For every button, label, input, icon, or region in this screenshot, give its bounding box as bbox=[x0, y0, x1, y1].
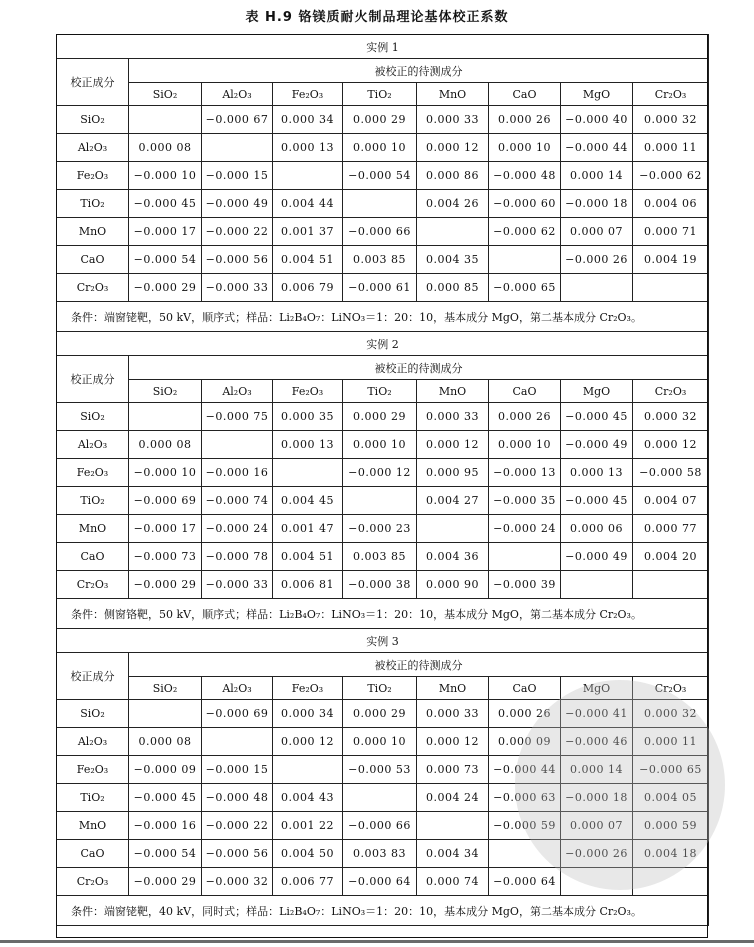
coefficient-cell: 0.000 95 bbox=[417, 459, 489, 487]
coefficient-cell: 0.004 50 bbox=[273, 840, 343, 868]
coefficient-cell: 0.000 14 bbox=[561, 162, 633, 190]
column-header: TiO₂ bbox=[343, 380, 417, 403]
coefficient-cell: 0.000 26 bbox=[489, 700, 561, 728]
coefficient-cell: 0.000 10 bbox=[343, 728, 417, 756]
coefficient-cell: −0.000 46 bbox=[561, 728, 633, 756]
row-label: CaO bbox=[57, 246, 129, 274]
row-header-label: 校正成分 bbox=[57, 356, 129, 403]
coefficient-cell: −0.000 32 bbox=[202, 868, 273, 896]
coefficient-cell: 0.000 08 bbox=[129, 134, 202, 162]
row-label: TiO₂ bbox=[57, 487, 129, 515]
table-frame bbox=[56, 34, 708, 938]
row-label: TiO₂ bbox=[57, 190, 129, 218]
example-label: 实例 1 bbox=[57, 35, 709, 59]
corrected-group-label: 被校正的待测成分 bbox=[129, 59, 709, 83]
coefficient-cell: 0.000 08 bbox=[129, 431, 202, 459]
coefficient-cell: 0.000 14 bbox=[561, 756, 633, 784]
column-header: MnO bbox=[417, 380, 489, 403]
column-header: TiO₂ bbox=[343, 83, 417, 106]
row-label: Fe₂O₃ bbox=[57, 162, 129, 190]
coefficient-cell: −0.000 09 bbox=[129, 756, 202, 784]
coefficient-cell: −0.000 18 bbox=[561, 190, 633, 218]
coefficient-cell: −0.000 29 bbox=[129, 571, 202, 599]
coefficient-cell: 0.000 86 bbox=[417, 162, 489, 190]
coefficient-cell: 0.000 12 bbox=[417, 134, 489, 162]
coefficient-cell: 0.000 07 bbox=[561, 218, 633, 246]
coefficient-cell: −0.000 67 bbox=[202, 106, 273, 134]
coefficient-cell: 0.000 07 bbox=[561, 812, 633, 840]
coefficient-cell: 0.000 71 bbox=[633, 218, 709, 246]
row-label: MnO bbox=[57, 515, 129, 543]
coefficient-cell: 0.003 83 bbox=[343, 840, 417, 868]
coefficient-cell: −0.000 29 bbox=[129, 868, 202, 896]
coefficient-cell: −0.000 73 bbox=[129, 543, 202, 571]
coefficient-cell: 0.000 33 bbox=[417, 106, 489, 134]
column-header: MgO bbox=[561, 83, 633, 106]
column-header: MnO bbox=[417, 677, 489, 700]
coefficient-cell: −0.000 13 bbox=[489, 459, 561, 487]
coefficient-cell: −0.000 53 bbox=[343, 756, 417, 784]
coefficient-cell: −0.000 62 bbox=[489, 218, 561, 246]
corrected-group-label: 被校正的待测成分 bbox=[129, 653, 709, 677]
coefficient-cell: −0.000 17 bbox=[129, 218, 202, 246]
coefficient-cell: 0.000 12 bbox=[417, 431, 489, 459]
row-header-label: 校正成分 bbox=[57, 59, 129, 106]
coefficient-cell: −0.000 49 bbox=[561, 543, 633, 571]
coefficient-cell: −0.000 60 bbox=[489, 190, 561, 218]
coefficient-cell: 0.000 09 bbox=[489, 728, 561, 756]
coefficient-cell: −0.000 23 bbox=[343, 515, 417, 543]
coefficient-cell: 0.000 12 bbox=[417, 728, 489, 756]
coefficient-cell: −0.000 12 bbox=[343, 459, 417, 487]
coefficient-cell: −0.000 54 bbox=[129, 840, 202, 868]
row-label: SiO₂ bbox=[57, 700, 129, 728]
coefficient-cell: 0.004 51 bbox=[273, 246, 343, 274]
coefficient-cell: 0.000 34 bbox=[273, 106, 343, 134]
coefficient-cell: 0.004 34 bbox=[417, 840, 489, 868]
row-label: TiO₂ bbox=[57, 784, 129, 812]
coefficient-cell: 0.004 19 bbox=[633, 246, 709, 274]
column-header: CaO bbox=[489, 380, 561, 403]
coefficient-cell: 0.006 81 bbox=[273, 571, 343, 599]
coefficient-cell: 0.006 79 bbox=[273, 274, 343, 302]
table-title: 表 H.9 铬镁质耐火制品理论基体校正系数 bbox=[245, 10, 509, 25]
coefficient-cell: 0.004 43 bbox=[273, 784, 343, 812]
coefficient-cell: −0.000 16 bbox=[202, 459, 273, 487]
coefficient-cell: −0.000 15 bbox=[202, 162, 273, 190]
coefficient-cell: −0.000 64 bbox=[343, 868, 417, 896]
coefficient-cell: −0.000 65 bbox=[633, 756, 709, 784]
coefficient-cell: 0.006 77 bbox=[273, 868, 343, 896]
coefficient-cell: −0.000 33 bbox=[202, 571, 273, 599]
coefficient-cell: 0.000 85 bbox=[417, 274, 489, 302]
coefficient-cell: 0.000 13 bbox=[273, 134, 343, 162]
coefficient-cell: 0.000 12 bbox=[633, 431, 709, 459]
coefficient-cell: 0.000 34 bbox=[273, 700, 343, 728]
coefficient-cell: 0.001 47 bbox=[273, 515, 343, 543]
coefficient-cell: −0.000 24 bbox=[202, 515, 273, 543]
coefficient-cell: −0.000 78 bbox=[202, 543, 273, 571]
coefficient-cell: 0.000 10 bbox=[343, 134, 417, 162]
coefficient-cell: −0.000 64 bbox=[489, 868, 561, 896]
coefficient-cell: −0.000 35 bbox=[489, 487, 561, 515]
coefficient-cell: 0.000 11 bbox=[633, 728, 709, 756]
coefficient-cell: 0.000 73 bbox=[417, 756, 489, 784]
coefficient-cell: 0.004 05 bbox=[633, 784, 709, 812]
coefficient-cell: −0.000 18 bbox=[561, 784, 633, 812]
coefficient-cell: −0.000 45 bbox=[129, 784, 202, 812]
coefficient-cell: −0.000 49 bbox=[561, 431, 633, 459]
coefficient-cell: −0.000 54 bbox=[129, 246, 202, 274]
coefficient-cell: −0.000 66 bbox=[343, 812, 417, 840]
coefficient-cell: 0.000 29 bbox=[343, 403, 417, 431]
coefficient-cell: −0.000 24 bbox=[489, 515, 561, 543]
coefficient-cell: −0.000 22 bbox=[202, 812, 273, 840]
coefficient-cell: −0.000 45 bbox=[129, 190, 202, 218]
coefficient-cell: 0.000 90 bbox=[417, 571, 489, 599]
coefficient-cell: −0.000 66 bbox=[343, 218, 417, 246]
row-label: CaO bbox=[57, 543, 129, 571]
column-header: MnO bbox=[417, 83, 489, 106]
coefficient-cell: −0.000 44 bbox=[489, 756, 561, 784]
coefficient-cell: −0.000 33 bbox=[202, 274, 273, 302]
coefficient-cell: −0.000 75 bbox=[202, 403, 273, 431]
coefficient-cell: 0.004 06 bbox=[633, 190, 709, 218]
coefficient-cell: 0.004 18 bbox=[633, 840, 709, 868]
row-label: Cr₂O₃ bbox=[57, 571, 129, 599]
coefficient-cell: −0.000 10 bbox=[129, 459, 202, 487]
coefficient-cell: 0.000 74 bbox=[417, 868, 489, 896]
coefficient-cell: −0.000 16 bbox=[129, 812, 202, 840]
coefficient-cell: −0.000 38 bbox=[343, 571, 417, 599]
condition-text: 条件：侧窗铬靶，50 kV，顺序式；样品：Li₂B₄O₇：LiNO₃＝1：20：10，基本成分 MgO，第二基本成分 Cr₂O₃。 bbox=[57, 599, 709, 629]
column-header: Fe₂O₃ bbox=[273, 380, 343, 403]
row-label: Fe₂O₃ bbox=[57, 459, 129, 487]
coefficient-cell: 0.003 85 bbox=[343, 543, 417, 571]
coefficient-cell: −0.000 26 bbox=[561, 840, 633, 868]
coefficient-cell: 0.000 26 bbox=[489, 403, 561, 431]
coefficient-cell: −0.000 65 bbox=[489, 274, 561, 302]
coefficient-cell: 0.004 51 bbox=[273, 543, 343, 571]
coefficient-cell: −0.000 22 bbox=[202, 218, 273, 246]
coefficient-cell: 0.000 29 bbox=[343, 106, 417, 134]
coefficient-cell: −0.000 58 bbox=[633, 459, 709, 487]
coefficient-cell: 0.004 26 bbox=[417, 190, 489, 218]
column-header: TiO₂ bbox=[343, 677, 417, 700]
coefficient-cell: 0.000 26 bbox=[489, 106, 561, 134]
coefficient-cell: 0.000 11 bbox=[633, 134, 709, 162]
coefficient-cell: −0.000 17 bbox=[129, 515, 202, 543]
coefficient-cell: 0.000 35 bbox=[273, 403, 343, 431]
coefficient-cell: 0.001 37 bbox=[273, 218, 343, 246]
coefficient-cell: −0.000 29 bbox=[129, 274, 202, 302]
page-bottom-rule bbox=[0, 940, 754, 943]
coefficient-cell: 0.000 10 bbox=[343, 431, 417, 459]
coefficient-cell: 0.000 32 bbox=[633, 700, 709, 728]
coefficient-cell: 0.000 10 bbox=[489, 134, 561, 162]
column-header: Fe₂O₃ bbox=[273, 677, 343, 700]
coefficient-cell: 0.000 33 bbox=[417, 700, 489, 728]
column-header: MgO bbox=[561, 677, 633, 700]
coefficient-cell: 0.000 13 bbox=[561, 459, 633, 487]
coefficient-cell: 0.000 06 bbox=[561, 515, 633, 543]
coefficient-cell: −0.000 48 bbox=[489, 162, 561, 190]
coefficient-cell: −0.000 10 bbox=[129, 162, 202, 190]
coefficient-cell: 0.000 59 bbox=[633, 812, 709, 840]
coefficient-cell: −0.000 69 bbox=[129, 487, 202, 515]
coefficient-cell: 0.000 10 bbox=[489, 431, 561, 459]
column-header: Fe₂O₃ bbox=[273, 83, 343, 106]
coefficient-cell: −0.000 15 bbox=[202, 756, 273, 784]
coefficient-cell: 0.000 32 bbox=[633, 106, 709, 134]
column-header: CaO bbox=[489, 677, 561, 700]
column-header: Cr₂O₃ bbox=[633, 83, 709, 106]
coefficient-cell: 0.000 12 bbox=[273, 728, 343, 756]
coefficient-cell: −0.000 41 bbox=[561, 700, 633, 728]
row-header-label: 校正成分 bbox=[57, 653, 129, 700]
coefficient-cell: −0.000 39 bbox=[489, 571, 561, 599]
row-label: Cr₂O₃ bbox=[57, 868, 129, 896]
condition-text: 条件：端窗铑靶，40 kV，同时式；样品：Li₂B₄O₇：LiNO₃＝1：20：10，基本成分 MgO，第二基本成分 Cr₂O₃。 bbox=[57, 896, 709, 926]
corrected-group-label: 被校正的待测成分 bbox=[129, 356, 709, 380]
coefficient-cell: −0.000 49 bbox=[202, 190, 273, 218]
coefficient-cell: 0.000 08 bbox=[129, 728, 202, 756]
row-label: SiO₂ bbox=[57, 106, 129, 134]
coefficient-cell: 0.004 24 bbox=[417, 784, 489, 812]
column-header: SiO₂ bbox=[129, 83, 202, 106]
row-label: MnO bbox=[57, 218, 129, 246]
coefficient-cell: −0.000 56 bbox=[202, 840, 273, 868]
coefficient-cell: −0.000 40 bbox=[561, 106, 633, 134]
column-header: Cr₂O₃ bbox=[633, 380, 709, 403]
coefficient-cell: 0.004 45 bbox=[273, 487, 343, 515]
coefficient-cell: −0.000 56 bbox=[202, 246, 273, 274]
coefficient-cell: −0.000 26 bbox=[561, 246, 633, 274]
coefficient-cell: 0.001 22 bbox=[273, 812, 343, 840]
row-label: Al₂O₃ bbox=[57, 431, 129, 459]
coefficient-cell: −0.000 54 bbox=[343, 162, 417, 190]
column-header: Al₂O₃ bbox=[202, 380, 273, 403]
column-header: Cr₂O₃ bbox=[633, 677, 709, 700]
coefficient-cell: −0.000 69 bbox=[202, 700, 273, 728]
coefficient-cell: 0.004 36 bbox=[417, 543, 489, 571]
coefficient-cell: −0.000 48 bbox=[202, 784, 273, 812]
coefficient-cell: −0.000 62 bbox=[633, 162, 709, 190]
row-label: Cr₂O₃ bbox=[57, 274, 129, 302]
column-header: MgO bbox=[561, 380, 633, 403]
coefficient-cell: −0.000 59 bbox=[489, 812, 561, 840]
coefficient-cell: −0.000 63 bbox=[489, 784, 561, 812]
coefficient-cell: −0.000 45 bbox=[561, 403, 633, 431]
coefficient-cell: −0.000 44 bbox=[561, 134, 633, 162]
row-label: MnO bbox=[57, 812, 129, 840]
coefficient-cell: −0.000 74 bbox=[202, 487, 273, 515]
coefficient-cell: −0.000 61 bbox=[343, 274, 417, 302]
coefficient-cell: −0.000 45 bbox=[561, 487, 633, 515]
example-label: 实例 2 bbox=[57, 332, 709, 356]
coefficient-cell: 0.004 07 bbox=[633, 487, 709, 515]
row-label: Al₂O₃ bbox=[57, 728, 129, 756]
row-label: SiO₂ bbox=[57, 403, 129, 431]
column-header: SiO₂ bbox=[129, 380, 202, 403]
coefficient-cell: 0.003 85 bbox=[343, 246, 417, 274]
column-header: SiO₂ bbox=[129, 677, 202, 700]
row-label: CaO bbox=[57, 840, 129, 868]
coefficient-cell: 0.004 27 bbox=[417, 487, 489, 515]
coefficient-cell: 0.000 77 bbox=[633, 515, 709, 543]
example-label: 实例 3 bbox=[57, 629, 709, 653]
row-label: Al₂O₃ bbox=[57, 134, 129, 162]
coefficient-cell: 0.000 33 bbox=[417, 403, 489, 431]
coefficient-cell: 0.000 32 bbox=[633, 403, 709, 431]
coefficient-cell: 0.004 20 bbox=[633, 543, 709, 571]
coefficient-cell: 0.004 44 bbox=[273, 190, 343, 218]
coefficient-cell: 0.000 13 bbox=[273, 431, 343, 459]
column-header: Al₂O₃ bbox=[202, 677, 273, 700]
column-header: CaO bbox=[489, 83, 561, 106]
row-label: Fe₂O₃ bbox=[57, 756, 129, 784]
coefficient-cell: 0.000 29 bbox=[343, 700, 417, 728]
column-header: Al₂O₃ bbox=[202, 83, 273, 106]
condition-text: 条件：端窗铑靶，50 kV，顺序式；样品：Li₂B₄O₇：LiNO₃＝1：20：10，基本成分 MgO，第二基本成分 Cr₂O₃。 bbox=[57, 302, 709, 332]
coefficient-cell: 0.004 35 bbox=[417, 246, 489, 274]
